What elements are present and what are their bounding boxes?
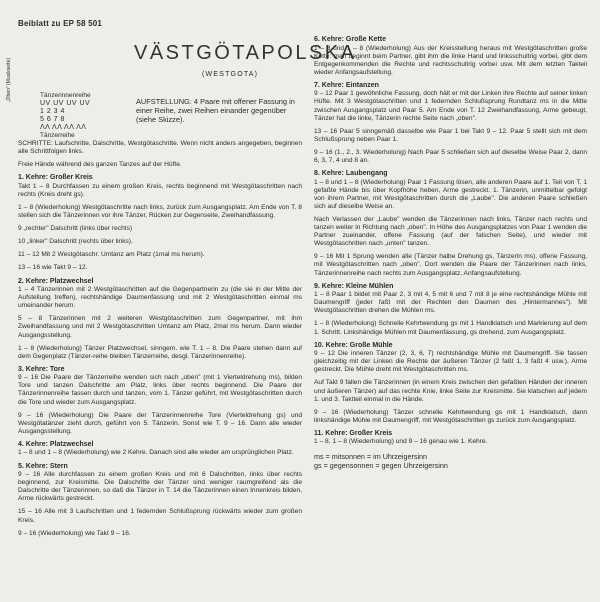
formation-diagram	[40, 92, 130, 140]
steps-intro: SCHRITTE: Laufschritte, Dalschritte, Westgötaschritte. Wenn nicht anders angegeben, beginnen alle Schrittfolgen links.	[18, 140, 302, 156]
figure-heading: 11. Kehre: Großer Kreis	[314, 429, 393, 437]
figure-heading: 3. Kehre: Tore	[18, 365, 65, 373]
figure-section	[314, 82, 587, 165]
figure-section	[314, 430, 587, 447]
dance-title: VÄSTGÖTAPOLSKA	[134, 42, 357, 64]
supplement-label: Beiblatt zu EP 58 501	[18, 19, 103, 28]
figure-instruction: 1 – 8 (Wiederholung) Westgötaschritte nach links, zurück zum Ausgangsplatz. Am Ende von T. 8 stellen sich die Tänzerinnen vor ihre Tänzer, Rücken zur Gegenseite, Zweihandfassung.	[18, 203, 302, 220]
figure-instruction: 1 – 8 und 1 – 8 (Wiederholung) Paar 1 Fassung lösen, alle anderen Paare auf 1. Teil von T. 1 gefaßte Hände bis über Kopfhöhe heben, Arme gestreckt. 1. Tänzerin, unmittelbar gefolgt von ihrem Partner, mit Westgötaschritten durch die „Laube". Die anderen Paare schließen sich auf dieselbe Weise an.	[314, 178, 587, 210]
figure-instruction: 9 – 12 Paar 1 gewöhnliche Fassung, doch hält er mit der Linken ihre Rechte auf seiner linken Hüfte. Mit 3 Westgötaschritten und 1 federnden Schlußsprung Rundtanz ms in die Mitte zwischen Ausgangsplatz und Paar 5. Am Ende von T. 12 Zweihandfassung, Arme gebeugt, Tänzer hat die linke, Tänzerin rechte Seite nach „oben".	[314, 90, 587, 122]
figure-instruction: 1 – 8 und 1 – 8 (Wiederholung) Aus der Kreisstellung heraus mit Westgötaschritten große Kette: man beginnt beim Partner, gibt ihm die linke Hand und linksschultrig vorbei, gibt dem Entgegenkommenden die Rechte und rechtsschultrig vorbei usw. Mit dem letzten Takteil wieder Anfangsaufstellung.	[314, 44, 587, 76]
music-side-label: „Oben" (Musikseite)	[6, 57, 12, 102]
figure-instruction: 1 – 8, 1 – 8 (Wiederholung) und 9 – 16 genau wie 1. Kehre.	[314, 438, 488, 446]
figure-heading: 10. Kehre: Große Mühle	[314, 341, 393, 349]
figure-instruction: Takt 1 – 8 Durchfassen zu einem großen Kreis, rechts beginnend mit Westgötaschritten nach rechts (Kreis dreht gs).	[18, 182, 302, 198]
legend-ms: ms = mitsonnen = im Uhrzeigersinn	[314, 452, 428, 462]
women-row-symbols: UV UV UV UV	[40, 100, 91, 107]
right-column	[314, 36, 587, 470]
women-row-label: Tänzerinnenreihe	[40, 92, 91, 99]
figure-heading: 5. Kehre: Stern	[18, 462, 68, 470]
figure-heading: 8. Kehre: Laubengang	[314, 170, 388, 178]
figure-instruction: 1 – 8 und 1 – 8 (Wiederholung) wie 2 Kehre. Danach sind alle wieder am ursprünglichen Platz.	[18, 449, 294, 457]
figure-section	[18, 278, 302, 361]
figure-heading: 6. Kehre: Große Kette	[314, 36, 386, 43]
setup-description: AUFSTELLUNG: 4 Paare mit offener Fassung in einer Reihe, zwei Reihen einander gegenüber (siehe Skizze).	[136, 97, 295, 125]
pair-numbers-top: 1 2 3 4	[40, 108, 65, 115]
figure-instruction: 9 – 16 (Wiederholung) wie Takt 9 – 16.	[18, 529, 131, 537]
figure-instruction: 9 – 12 Die inneren Tänzer (2, 3, 6, 7) rechtshändige Mühle mit Daumengriff. Sie fassen gleichzeitig mit der Linken die Rechte der äußeren Tänzer (2 faßt 1, 3 faßt 4 usw.), Arme gestreckt. Die Mühle dreht mit Westgötaschritten ms.	[314, 350, 587, 374]
figure-instruction: 13 – 16 wie Takt 9 – 12.	[18, 264, 88, 272]
figure-instruction: 10 „linker" Dalschritt (rechts über links).	[18, 238, 133, 246]
figure-section	[18, 441, 302, 458]
figure-instruction: 15 – 16 Alle mit 3 Laufschritten und 1 federnden Schlußsprung rückwärts wieder zum großen Kreis.	[18, 508, 302, 524]
figure-instruction: 11 – 12 Mit 2 Westgötaschr. Umtanz am Platz (1mal ms herum).	[18, 251, 205, 259]
figure-heading: 7. Kehre: Eintanzen	[314, 81, 379, 89]
figure-section	[314, 170, 587, 278]
figure-section	[18, 366, 302, 436]
figure-instruction: 1 – 8 (Wiederholung) Tänzer Platzwechsel, sinngem. wie T. 1 – 8. Die Paare stehen dann auf dem Gegenplatz (Tänzer-reihe bleiben Tänzerreihe, desgl. Tänzerinnenreihe).	[18, 344, 302, 360]
men-row-symbols: ΛΛ ΛΛ ΛΛ ΛΛ	[40, 124, 87, 131]
figure-instruction: 13 – 16 Paar 5 sinngemäß dasselbe wie Paar 1 bei Takt 9 – 12. Paar 5 stellt sich mit dem Schlußsprung neben Paar 1.	[314, 127, 587, 143]
figure-heading: 1. Kehre: Großer Kreis	[18, 174, 93, 182]
hands-note: Freie Hände während des ganzen Tanzes auf der Hüfte.	[18, 161, 182, 169]
figure-instruction: 9 – 16 (Wiederholung) Tänzer schnelle Kehrtwendung gs mit 1 Handklatsch, dann linkshändige Mühle mit Daumengriff, mit Westgötaschritten gs zurück zum Ausgangsplatz.	[314, 408, 587, 424]
figure-section	[18, 463, 302, 538]
figure-heading: 2. Kehre: Platzwechsel	[18, 277, 94, 285]
figure-instruction: 1 – 4 Tänzerinnen mit 2 Westgötaschritten auf die Gegenpartnerin zu (die sie in der Mitte der Aufstellung treffen), rechtshändige Daumenfassung und mit 2 Westgötaschritten einmal ms umeinander herum.	[18, 286, 302, 310]
figure-instruction: Nach Verlassen der „Laube" wenden die Tänzerinnen nach links, Tänzer nach rechts und tanzen weiter in Richtung nach „oben". In Höhe des Ausgangsplatzes von Paar 1 wenden die Partner zueinander, offene Fassung (auf der falschen Seite), und wieder mit Westgötaschritten nach „unten" tanzen.	[314, 216, 587, 248]
men-row-label: Tänzerreihe	[40, 132, 75, 139]
figure-instruction: 9 – 16 Mit 1 Sprung wenden alle (Tänzer halbe Drehung gs, Tänzerin ms), offene Fassung, mit Westgötaschritten nach „oben". Dort wenden die Paare der Tänzerinnen nach links, Tänzerinnenreihe nach rechts zum Ausgangsplatz, Anfangsaufstellung.	[314, 253, 587, 277]
legend-gs: gs = gegensonnen = gegen Uhrzeigersinn	[314, 461, 448, 471]
figure-instruction: 9 – 16 (1., 2., 3. Wiederholung) Nach Paar 5 schließen sich auf dieselbe Weise Paar 2, dann 6, 3, 7, 4 und 8 an.	[314, 148, 587, 165]
figure-section	[314, 342, 587, 425]
figure-instruction: 9 – 16 Alle durchfassen zu einem großen Kreis und mit 6 Dalschritten, links über rechts beginnend, zur Kreismitte. Die Dalschritte der Tänzer sind weniger raumgreifend als die Dalschritte der Tänzerinnen, so daß die Tänzer in T. 14 die Tänzerinnen einen Innenkreis bilden, Arme rückwärts gestreckt.	[18, 471, 302, 503]
left-column	[18, 140, 302, 543]
pair-numbers-bottom: 5 6 7 8	[40, 116, 65, 123]
figure-instruction: 9 „rechter" Dalschritt (links über rechts)	[18, 225, 133, 233]
figure-section	[18, 174, 302, 272]
figure-heading: 9. Kehre: Kleine Mühlen	[314, 282, 394, 290]
figure-instruction: 9 – 16 (Wiederholung) Die Paare der Tänzerinnenreihe Tore (Vierteldrehung gs) und Westgötatänzer zieht durch, geführt von 5. Tänzerin. Sonst wie T. 9 – 16. Dann alle wieder Ausgangsstellung.	[18, 411, 302, 435]
dance-subtitle: (WESTGOTA)	[202, 71, 259, 78]
figure-instruction: 5 – 8 Tänzerinnen mit 2 weiteren Westgötaschritten zum Gegenpartner, mit ihm Zweihandfassung und mit 2 Westgötaschritten Umtanz am Platz, 2mal ms herum. Dann wieder Ausgangsstellung.	[18, 315, 302, 339]
figure-instruction: 1 – 8 Paar 1 bildet mit Paar 2, 3 mit 4, 5 mit 6 und 7 mit 8 je eine rechtshändige Mühle mit Daumengriff (jeder faßt mit der Rechten den Daumen des „Hintermannes"). Mit Westgötaschritten drehen die Mühlen ms.	[314, 291, 587, 315]
figure-heading: 4. Kehre: Platzwechsel	[18, 440, 94, 448]
figure-instruction: Auf Takt 9 fallen die Tänzerinnen (in einem Kreis zwischen den gefaßten Händen der inneren und äußeren Tänzer) auf das rechte Knie, linke Seite zur Kreismitte. Sie klatschen auf jedem 1. und 3. Taktteil einmal in die Hände.	[314, 379, 587, 403]
figure-instruction: 1 – 8 (Wiederholung) Schnelle Kehrtwendung gs mit 1 Handklatsch und Markierung auf dem 1. Schritt. Linkshändige Mühlen mit Daumenfassung, gs drehend, zum Ausgangsplatz.	[314, 320, 587, 336]
figure-section	[314, 36, 587, 77]
figure-section	[314, 283, 587, 337]
legend	[314, 452, 587, 470]
figure-instruction: 9 – 16 Die Paare der Tänzerreihe wenden sich nach „oben" (mit 1 Vierteldrehung ms), bilden Tore und tanzen Dalschritte am Platz, links über rechts beginnend. Die Paare der Tänzerinnenreihe fassen durch und tanzen, vom 1. Tänzer geführt, mit Westgötaschritten durch die Tore und wieder zum Ausgangsplatz.	[18, 374, 302, 406]
